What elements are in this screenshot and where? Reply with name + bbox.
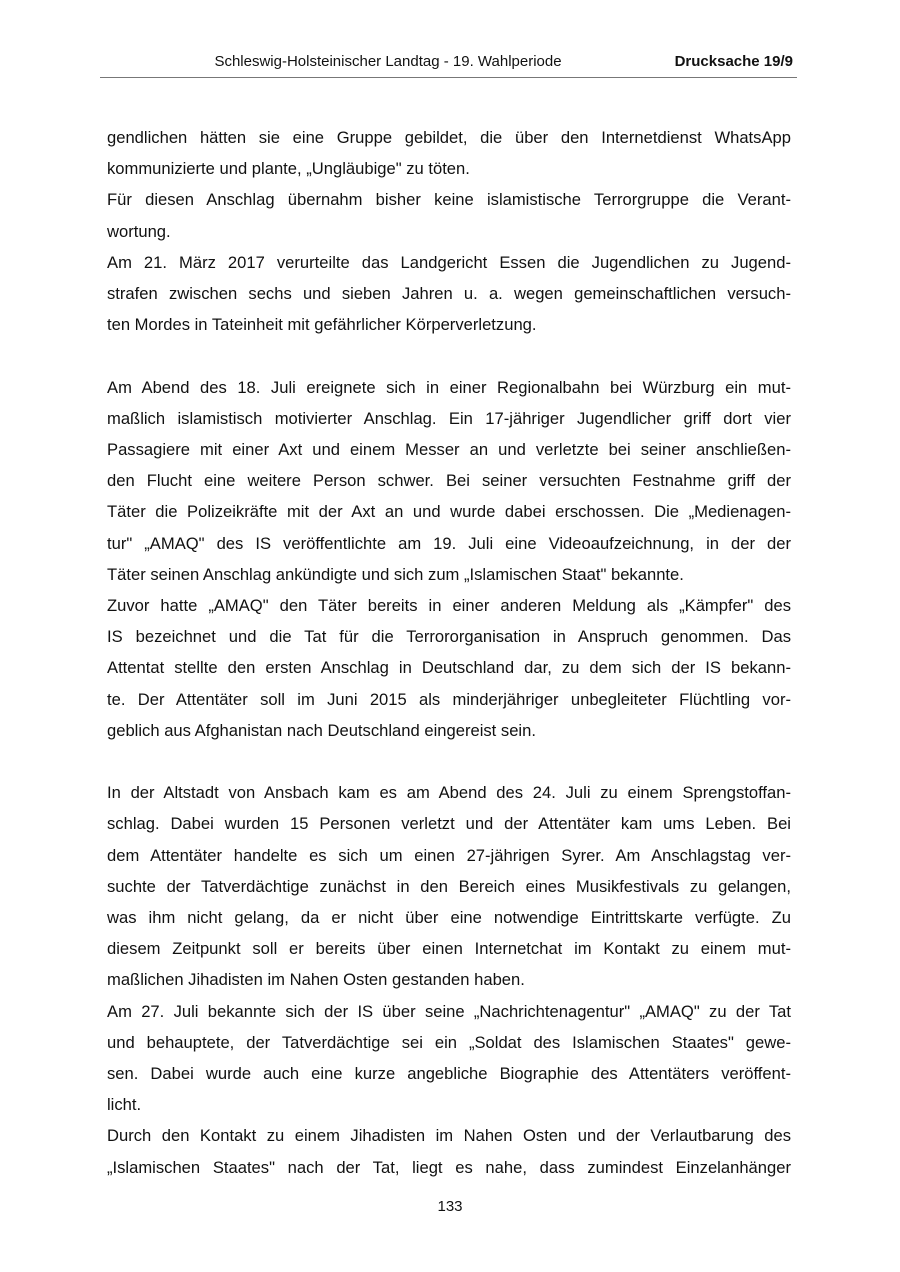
text-line: den Flucht eine weitere Person schwer. Bei seiner versuchten Festnahme griff der — [107, 471, 791, 491]
document-body — [107, 122, 791, 1183]
text-line: sen. Dabei wurde auch eine kurze angebliche Biographie des Attentäters veröffent- — [107, 1064, 791, 1084]
header-title: Schleswig-Holsteinischer Landtag - 19. Wahlperiode — [214, 53, 562, 70]
text-line: tur" „AMAQ" des IS veröffentlichte am 19. Juli eine Videoaufzeichnung, in der der — [107, 533, 791, 553]
paragraph — [107, 777, 791, 995]
text-line: Passagiere mit einer Axt und einem Messer an und verletzte bei seiner anschließen- — [107, 440, 791, 460]
text-line: Durch den Kontakt zu einem Jihadisten im Nahen Osten und der Verlautbarung des — [107, 1126, 791, 1146]
text-line: te. Der Attentäter soll im Juni 2015 als minderjähriger unbegleiteter Flüchtling vor- — [107, 689, 791, 709]
text-line: dem Attentäter handelte es sich um einen 27-jährigen Syrer. Am Anschlagstag ver- — [107, 845, 791, 865]
paragraph — [107, 1120, 791, 1182]
text-line: Am Abend des 18. Juli ereignete sich in einer Regionalbahn bei Würzburg ein mut- — [107, 377, 791, 397]
text-line: geblich aus Afghanistan nach Deutschland eingereist sein. — [107, 720, 536, 740]
text-line: „Islamischen Staates" nach der Tat, liegt es nahe, dass zumindest Einzelanhänger — [107, 1157, 791, 1177]
text-line: Am 21. März 2017 verurteilte das Landgericht Essen die Jugendlichen zu Jugend- — [107, 252, 791, 272]
text-line: schlag. Dabei wurden 15 Personen verletzt und der Attentäter kam ums Leben. Bei — [107, 814, 791, 834]
paragraph — [107, 996, 791, 1121]
text-line: und behauptete, der Tatverdächtige sei ein „Soldat des Islamischen Staates" gewe- — [107, 1032, 791, 1052]
paragraph-spacer — [107, 746, 791, 777]
text-line: diesem Zeitpunkt soll er bereits über einen Internetchat im Kontakt zu einem mut- — [107, 939, 791, 959]
text-line: gendlichen hätten sie eine Gruppe gebildet, die über den Internetdienst WhatsApp — [107, 128, 791, 147]
text-line: licht. — [107, 1095, 142, 1115]
text-line: maßlich islamistisch motivierter Anschlag. Ein 17-jähriger Jugendlicher griff dort vier — [107, 408, 791, 428]
text-line: Attentat stellte den ersten Anschlag in Deutschland dar, zu dem sich der IS bekann- — [107, 658, 791, 678]
text-line: Für diesen Anschlag übernahm bisher keine islamistische Terrorgruppe die Verant- — [107, 190, 791, 210]
paragraph — [107, 372, 791, 590]
text-line: was ihm nicht gelang, da er nicht über eine notwendige Eintrittskarte verfügte. Zu — [107, 908, 791, 928]
paragraph — [107, 122, 791, 184]
page-header — [100, 51, 797, 78]
text-line: Täter seinen Anschlag ankündigte und sich zum „Islamischen Staat" bekannte. — [107, 564, 684, 584]
text-line: wortung. — [107, 221, 171, 241]
text-line: strafen zwischen sechs und sieben Jahren u. a. wegen gemeinschaftlichen versuch- — [107, 284, 791, 304]
text-line: suchte der Tatverdächtige zunächst in den Bereich eines Musikfestivals zu gelangen, — [107, 876, 791, 896]
text-line: kommunizierte und plante, „Ungläubige" zu töten. — [107, 159, 470, 179]
text-line: In der Altstadt von Ansbach kam es am Abend des 24. Juli zu einem Sprengstoffan- — [107, 783, 791, 803]
document-number: Drucksache 19/9 — [674, 53, 793, 70]
text-line: Am 27. Juli bekannte sich der IS über seine „Nachrichtenagentur" „AMAQ" zu der Tat — [107, 1001, 791, 1021]
text-line: ten Mordes in Tateinheit mit gefährlicher Körperverletzung. — [107, 315, 537, 335]
text-line: maßlichen Jihadisten im Nahen Osten gestanden haben. — [107, 970, 525, 990]
paragraph-spacer — [107, 340, 791, 371]
paragraph — [107, 590, 791, 746]
paragraph — [107, 184, 791, 246]
paragraph — [107, 247, 791, 341]
text-line: Zuvor hatte „AMAQ" den Täter bereits in einer anderen Meldung als „Kämpfer" des — [107, 596, 791, 616]
text-line: Täter die Polizeikräfte mit der Axt an und wurde dabei erschossen. Die „Medienagen- — [107, 502, 791, 522]
text-line: IS bezeichnet und die Tat für die Terrororganisation in Anspruch genommen. Das — [107, 627, 791, 647]
page-number: 133 — [437, 1198, 463, 1215]
